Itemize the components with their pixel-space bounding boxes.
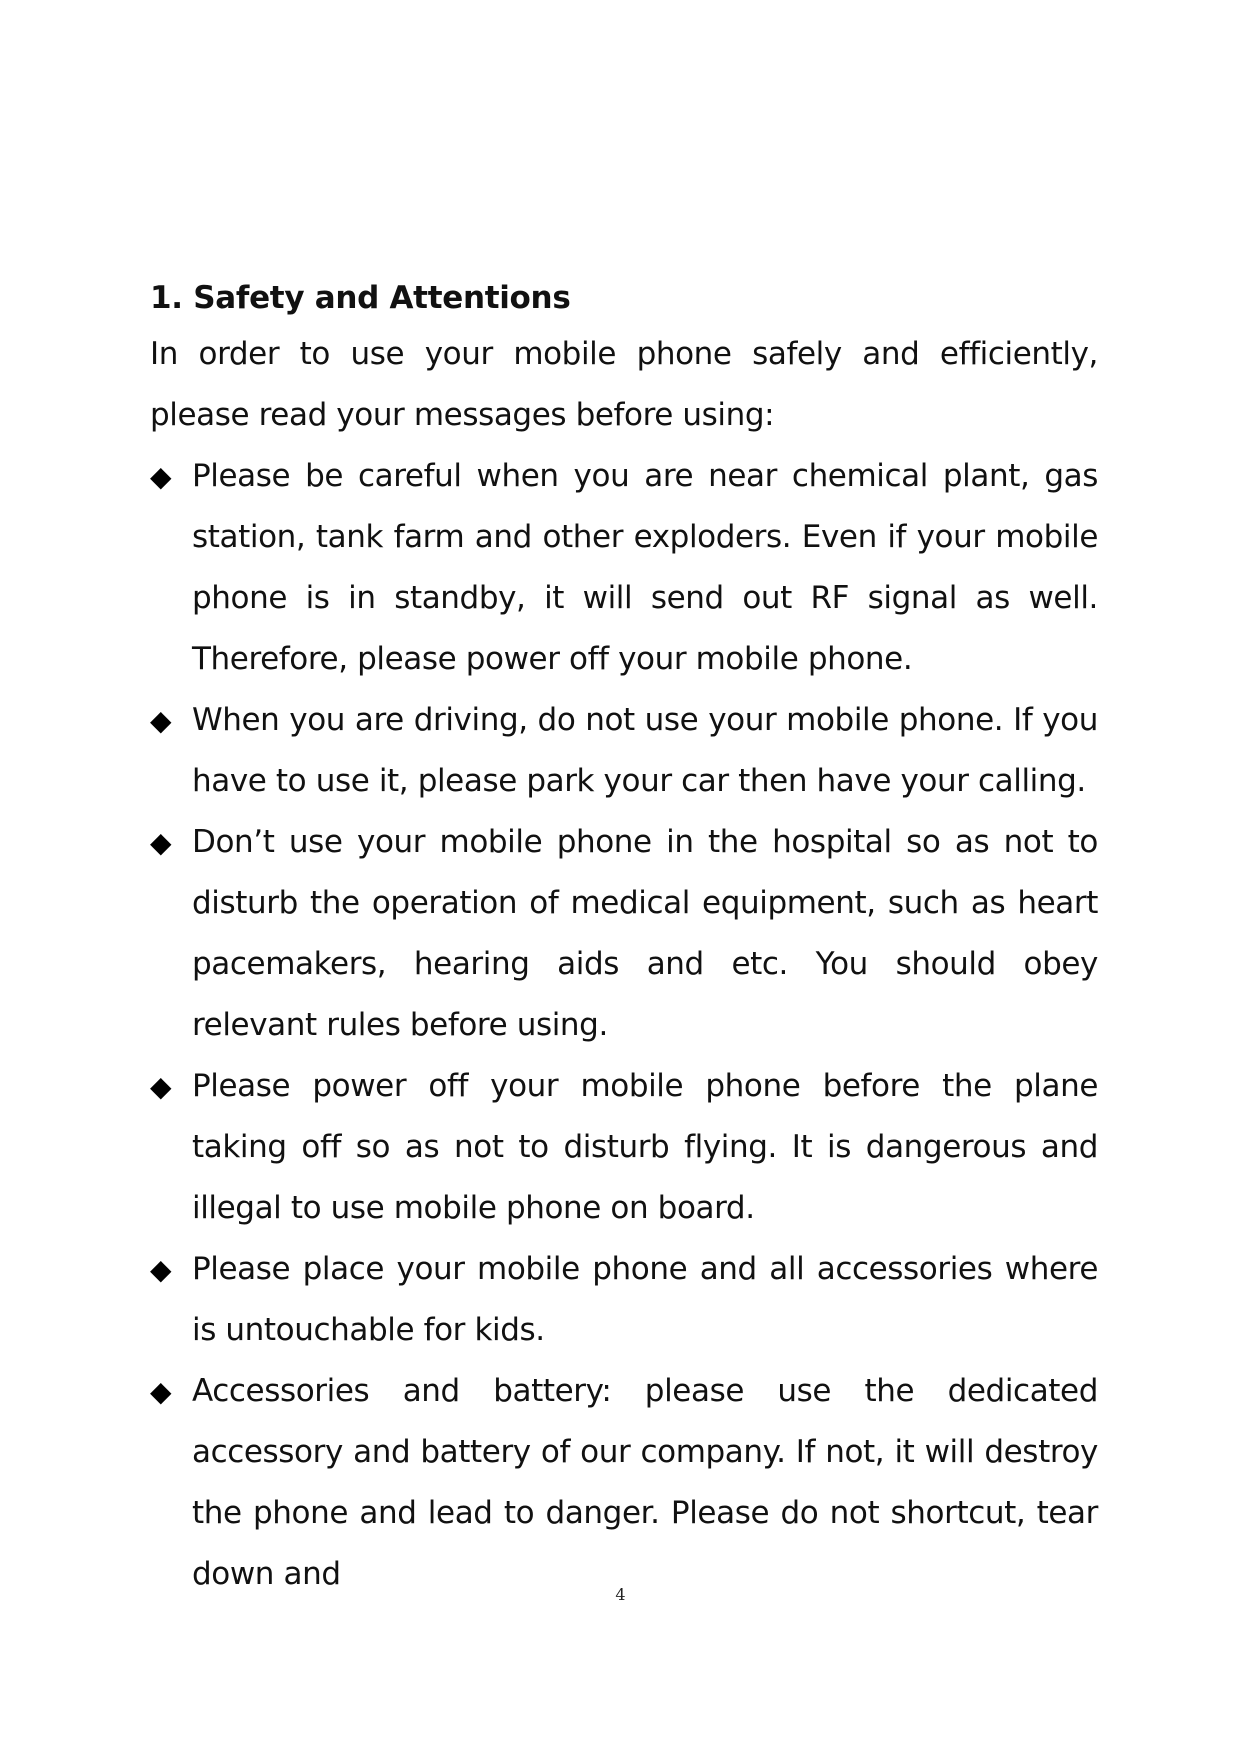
diamond-bullet-icon: ◆ — [150, 1375, 172, 1408]
list-item — [150, 690, 1098, 812]
bullet-text: Don’t use your mobile phone in the hospital so as not to disturb the operation of medical equipment, such as heart pacemakers, hearing aids and etc. You should obey relevant rules before using. — [192, 824, 1098, 1043]
section-heading: 1. Safety and Attentions — [150, 280, 571, 316]
bullet-text: Please be careful when you are near chemical plant, gas station, tank farm and other exploders. Even if your mobile phone is in standby, it will send out RF signal as well. Therefore, please power off your mobile phone. — [192, 458, 1098, 677]
intro-paragraph: In order to use your mobile phone safely and efficiently, please read your messages before using: — [150, 336, 1098, 433]
bullet-text: Please place your mobile phone and all accessories where is untouchable for kids. — [192, 1251, 1098, 1348]
bullet-text: When you are driving, do not use your mobile phone. If you have to use it, please park your car then have your calling. — [192, 702, 1098, 799]
bullet-text: Please power off your mobile phone before the plane taking off so as not to disturb flying. It is dangerous and illegal to use mobile phone on board. — [192, 1068, 1098, 1226]
page-number: 4 — [615, 1585, 626, 1604]
list-item — [150, 812, 1098, 1056]
diamond-bullet-icon: ◆ — [150, 460, 172, 493]
page-content — [150, 272, 1098, 1605]
diamond-bullet-icon: ◆ — [150, 704, 172, 737]
list-item — [150, 1239, 1098, 1361]
diamond-bullet-icon: ◆ — [150, 1253, 172, 1286]
safety-bullet-list — [150, 446, 1098, 1605]
list-item — [150, 1056, 1098, 1239]
bullet-text: Accessories and battery: please use the dedicated accessory and battery of our company. If not, it will destroy the phone and lead to danger. Please do not shortcut, tear down and — [192, 1373, 1098, 1592]
list-item — [150, 446, 1098, 690]
diamond-bullet-icon: ◆ — [150, 826, 172, 859]
list-item — [150, 1361, 1098, 1605]
diamond-bullet-icon: ◆ — [150, 1070, 172, 1103]
